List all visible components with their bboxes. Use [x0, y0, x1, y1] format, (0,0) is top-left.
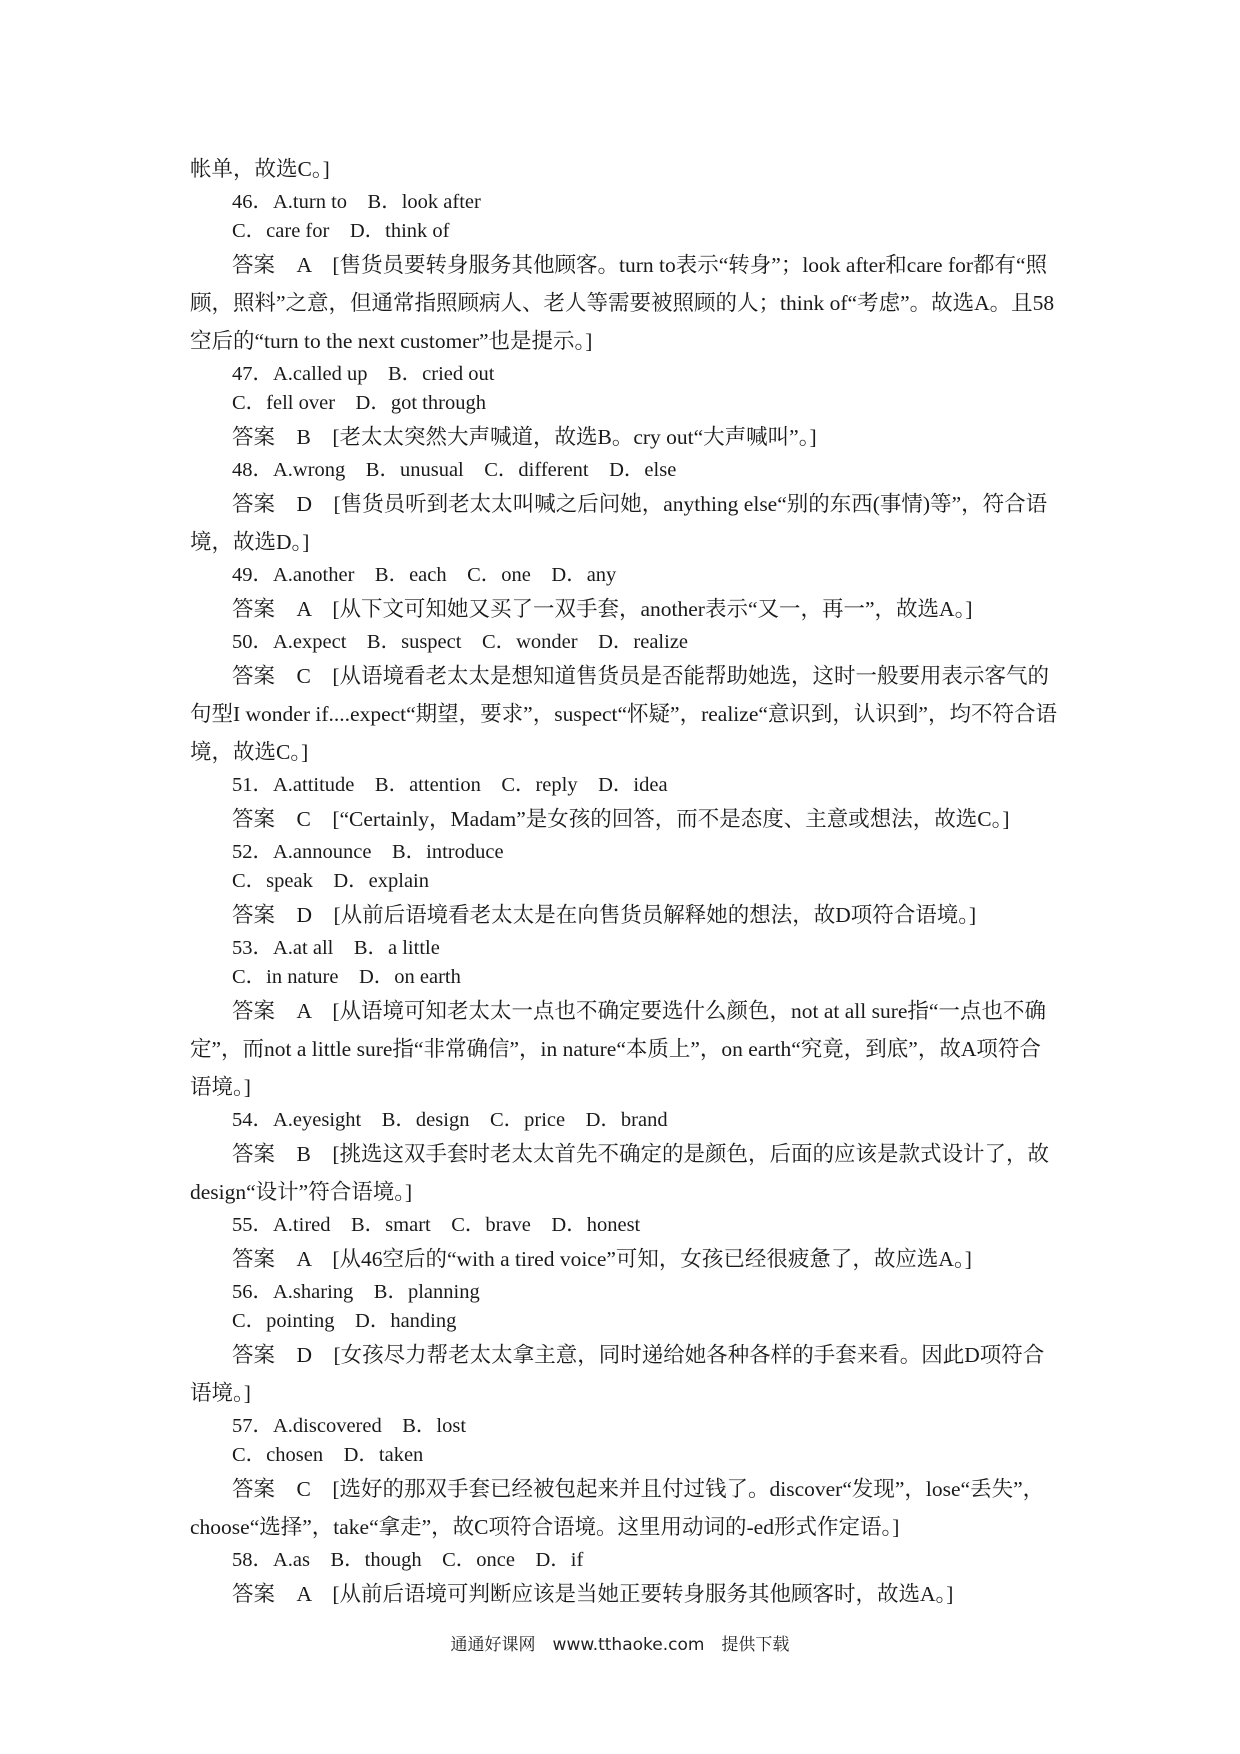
answer-explanation: 答案 C [选好的那双手套已经被包起来并且付过钱了。discover“发现”，lose“丢失”，choose“选择”，take“拿走”，故C项符合语境。这里用动词的-ed形式作定语。] [190, 1477, 1045, 1539]
answer-explanation: 答案 A [从前后语境可判断应该是当她正要转身服务其他顾客时，故选A。] [232, 1582, 954, 1606]
answer-explanation: 答案 B [挑选这双手套时老太太首先不确定的是颜色，后面的应该是款式设计了，故design“设计”符合语境。] [190, 1142, 1050, 1204]
question-options: 58．A.as B．though C．once D．if [232, 1549, 584, 1571]
footer-watermark: 通通好课网 www.tthaoke.com 提供下载 [450, 1635, 790, 1655]
question-options: 56．A.sharing B．planning [232, 1281, 480, 1303]
answer-explanation: 答案 A [从下文可知她又买了一双手套，another表示“又一，再一”，故选A。] [232, 597, 973, 621]
answer-explanation: 答案 A [从46空后的“with a tired voice”可知，女孩已经很疲惫了，故应选A。] [232, 1247, 972, 1271]
answer-explanation: 答案 D [售货员听到老太太叫喊之后问她，anything else“别的东西(事情)等”，符合语境，故选D。] [190, 492, 1048, 554]
answer-explanation: 帐单，故选C。] [190, 157, 330, 181]
question-options: 48．A.wrong B．unusual C．different D．else [232, 459, 677, 481]
question-options: C．fell over D．got through [232, 392, 486, 414]
answer-explanation: 答案 D [女孩尽力帮老太太拿主意，同时递给她各种各样的手套来看。因此D项符合语境。] [190, 1343, 1045, 1405]
answer-explanation: 答案 A [售货员要转身服务其他顾客。turn to表示“转身”；look after和care for都有“照顾，照料”之意，但通常指照顾病人、老人等需要被照顾的人；think of“考虑”。故选A。且58空后的“turn to the next customer”也是提示。] [190, 253, 1055, 353]
question-options: 57．A.discovered B．lost [232, 1415, 467, 1437]
answer-explanation: 答案 A [从语境可知老太太一点也不确定要选什么颜色，not at all sure指“一点也不确定”，而not a little sure指“非常确信”，in nature“本质上”，on earth“究竟，到底”，故A项符合语境。] [190, 999, 1046, 1099]
answer-key-content [190, 150, 1060, 1613]
answer-explanation: 答案 C [从语境看老太太是想知道售货员是否能帮助她选，这时一般要用表示客气的句型I wonder if....expect“期望，要求”，suspect“怀疑”，realize“意识到，认识到”，均不符合语境，故选C。] [190, 664, 1057, 764]
question-options: C．chosen D．taken [232, 1444, 424, 1466]
answer-explanation: 答案 B [老太太突然大声喊道，故选B。cry out“大声喊叫”。] [232, 425, 817, 449]
question-options: 55．A.tired B．smart C．brave D．honest [232, 1214, 641, 1236]
answer-explanation: 答案 C [“Certainly，Madam”是女孩的回答，而不是态度、主意或想法，故选C。] [232, 807, 1010, 831]
question-options: 47．A.called up B．cried out [232, 363, 495, 385]
question-options: C．speak D．explain [232, 870, 429, 892]
question-options: C．in nature D．on earth [232, 966, 461, 988]
question-options: 46．A.turn to B．look after [232, 191, 481, 213]
question-options: 49．A.another B．each C．one D．any [232, 564, 617, 586]
question-options: C．pointing D．handing [232, 1310, 457, 1332]
question-options: C．care for D．think of [232, 220, 450, 242]
question-options: 53．A.at all B．a little [232, 937, 440, 959]
question-options: 51．A.attitude B．attention C．reply D．idea [232, 774, 668, 796]
question-options: 50．A.expect B．suspect C．wonder D．realize [232, 631, 689, 653]
question-options: 52．A.announce B．introduce [232, 841, 504, 863]
answer-explanation: 答案 D [从前后语境看老太太是在向售货员解释她的想法，故D项符合语境。] [232, 903, 977, 927]
question-options: 54．A.eyesight B．design C．price D．brand [232, 1109, 668, 1131]
